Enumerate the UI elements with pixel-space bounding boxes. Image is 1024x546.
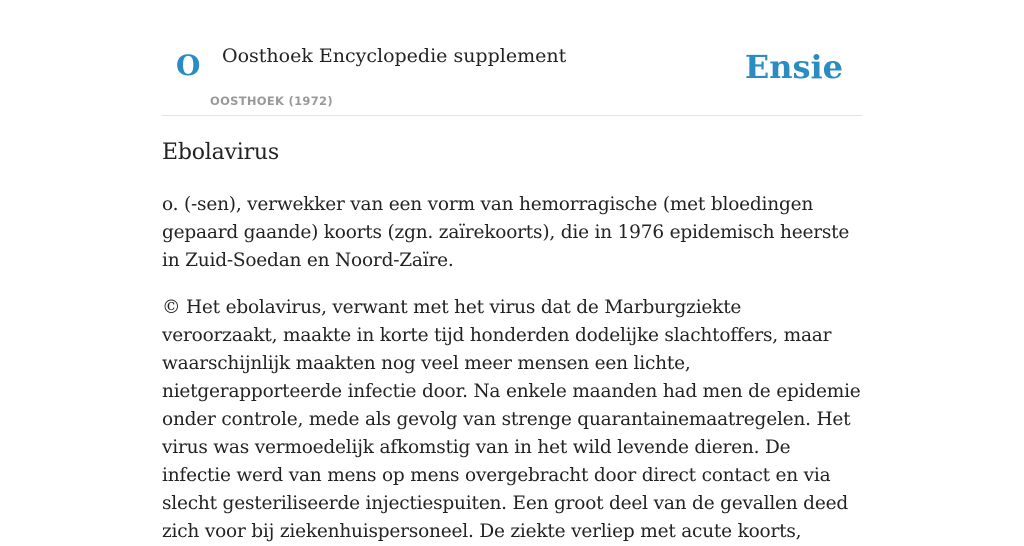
entry-content — [162, 138, 862, 546]
book-meta: OOSTHOEK (1972) — [210, 94, 333, 108]
brand-logo[interactable]: Ensie — [744, 48, 843, 86]
entry-paragraph: © Het ebolavirus, verwant met het virus dat de Marburgziekte veroorzaakt, maakte in korte tijd honderden dodelijke slachtoffers, maar waarschijnlijk maakten nog veel meer mensen een lichte, nietgerapporteerde infectie door. Na enkele maanden had men de epidemie onder controle, mede als gevolg van strenge quarantainemaatregelen. Het virus was vermoedelijk afkomstig van in het wild levende dieren. De infectie werd van mens op mens overgebracht door direct contact en via slecht gesteriliseerde injectiespuiten. Een groot deel van de gevallen deed zich voor bij ziekenhuispersoneel. De ziekte verliep met acute koorts, — [162, 296, 861, 542]
index-letter[interactable]: O — [176, 49, 201, 82]
header — [162, 0, 862, 116]
entry-paragraph: o. (-sen), verwekker van een vorm van hemorragische (met bloedingen gepaard gaande) koorts (zgn. zaïrekoorts), die in 1976 epidemisch heerste in Zuid-Soedan en Noord-Zaïre. — [162, 193, 850, 271]
book-title[interactable]: Oosthoek Encyclopedie supplement — [222, 45, 567, 67]
entry-title: Ebolavirus — [162, 140, 279, 165]
